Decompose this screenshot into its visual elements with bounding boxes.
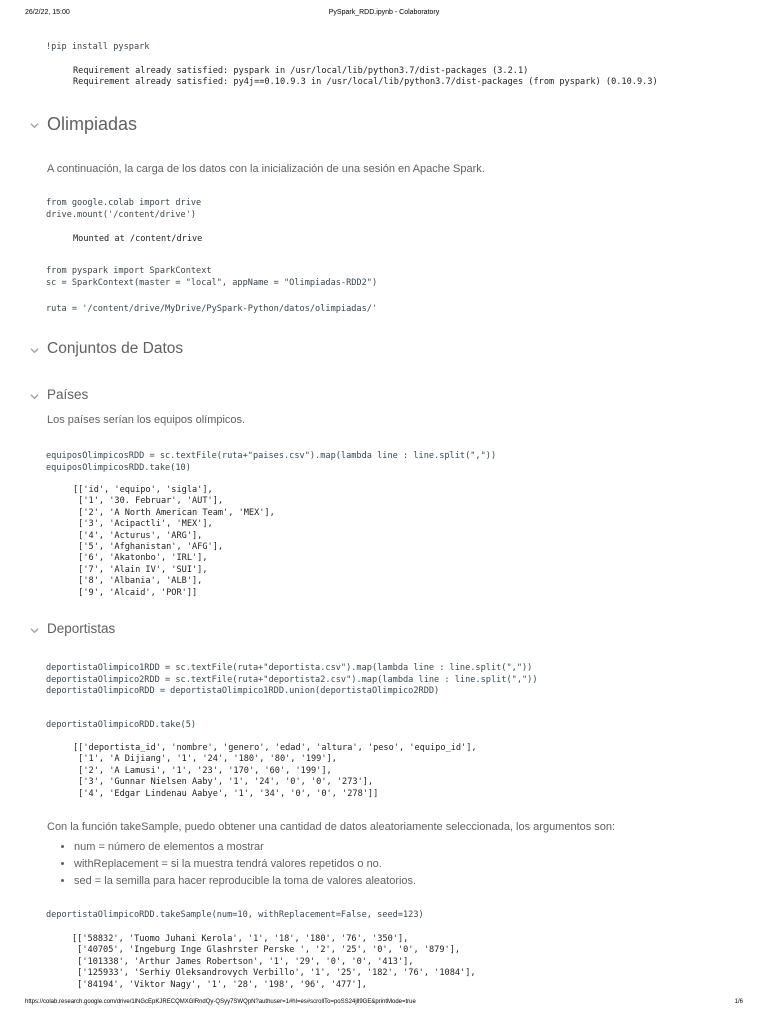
code-cell-take5[interactable]: deportistaOlimpicoRDD.take(5) — [46, 720, 197, 730]
print-header — [25, 9, 743, 21]
print-url: https://colab.research.google.com/drive/1lNGcEpKJRECQMXGlRndQy-QSyy7SWQpN?authuser=1#hl=es#scrollTo=poSS24jll9GE&printMode=true — [25, 999, 416, 1005]
text-olimpiadas-intro: A continuación, la carga de los datos con la inicialización de una sesión en Apache Spark. — [47, 163, 485, 175]
print-page-number: 1/6 — [734, 999, 743, 1005]
collapse-chevron-icon[interactable] — [30, 121, 39, 130]
heading-deportistas: Deportistas — [47, 621, 116, 636]
print-datetime: 26/2/22, 15:00 — [25, 9, 70, 16]
output-take5: [['deportista_id', 'nombre', 'genero', 'edad', 'altura', 'peso', 'equipo_id'], ['1', 'A Dijiang', '1', '24', '180', '80', '199'], ['2', 'A Lamusi', '1', '23', '170', '60', '199'], ['3', 'Gunnar Nielsen Aaby', '1', '24', '0', '0', '273'], ['4', 'Edgar Lindenau Aabye', '1', '34', '0', '0', '278']] — [73, 743, 477, 799]
collapse-chevron-icon[interactable] — [30, 346, 39, 355]
heading-olimpiadas: Olimpiadas — [47, 114, 138, 134]
code-cell-paises[interactable]: equiposOlimpicosRDD = sc.textFile(ruta+"paises.csv").map(lambda line : line.split(",")) equiposOlimpicosRDD.take(10) — [46, 451, 497, 473]
takesample-args-list — [47, 839, 416, 890]
output-pip: Requirement already satisfied: pyspark in /usr/local/lib/python3.7/dist-packages (3.2.1) Requirement already satisfied: py4j==0.10.9.3 in /usr/local/lib/python3.7/dist-packages (from pyspark) (0.10.9.3) — [73, 66, 658, 88]
output-paises: [['id', 'equipo', 'sigla'], ['1', '30. Februar', 'AUT'], ['2', 'A North American Team', 'MEX'], ['3', 'Acipactli', 'MEX'], ['4', 'Acturus', 'ARG'], ['5', 'Afghanistan', 'AFG'], ['6', 'Akatonbo', 'IRL'], ['7', 'Alain IV', 'SUI'], ['8', 'Albania', 'ALB'], ['9', 'Alcaid', 'POR']] — [73, 485, 275, 598]
list-item: • sed = la semilla para hacer reproducible la toma de valores aleatorios. — [74, 873, 416, 890]
code-cell-takesample[interactable]: deportistaOlimpicoRDD.takeSample(num=10, withReplacement=False, seed=123) — [46, 910, 424, 920]
code-cell-deportistas[interactable]: deportistaOlimpico1RDD = sc.textFile(ruta+"deportista.csv").map(lambda line : line.split(",")) deportistaOlimpico2RDD = sc.textFile(ruta+"deportista2.csv").map(lambda line : line.split(",")) deportistaOlimpicoRDD = deportistaOlimpico1RDD.union(deportistaOlimpico2RDD) — [46, 663, 538, 696]
code-cell-drive[interactable]: from google.colab import drive drive.mount('/content/drive') — [46, 198, 202, 220]
code-cell-pip[interactable]: !pip install pyspark — [46, 42, 150, 52]
list-item: • withReplacement = si la muestra tendrá valores repetidos o no. — [74, 856, 416, 873]
heading-paises: Países — [47, 387, 89, 402]
output-takesample: [['58832', 'Tuomo Juhani Kerola', '1', '18', '180', '76', '350'], ['40705', 'Ingeburg Inge Glashrster Perske ', '2', '25', '0', '0', '879'], ['101338', 'Arthur James Robertson', '1', '29', '0', '0', '413'], ['125933', 'Serhiy Oleksandrovych Verbillo', '1', '25', '182', '76', '1084'], ['84194', 'Viktor Nagy', '1', '28', '198', '96', '477'], — [72, 934, 476, 990]
text-takesample: Con la función takeSample, puedo obtener una cantidad de datos aleatoriamente seleccionada, los argumentos son: — [47, 821, 616, 833]
text-paises: Los países serían los equipos olímpicos. — [47, 414, 246, 426]
code-cell-ruta[interactable]: ruta = '/content/drive/MyDrive/PySpark-Python/datos/olimpiadas/' — [46, 304, 378, 314]
code-cell-spark[interactable]: from pyspark import SparkContext sc = SparkContext(master = "local", appName = "Olimpiadas-RDD2") — [46, 266, 378, 288]
heading-conjuntos: Conjuntos de Datos — [47, 340, 184, 357]
collapse-chevron-icon[interactable] — [30, 626, 39, 635]
print-footer — [25, 999, 743, 1011]
list-item: • num = número de elementos a mostrar — [74, 839, 416, 856]
collapse-chevron-icon[interactable] — [30, 392, 39, 401]
print-title: PySpark_RDD.ipynb - Colaboratory — [328, 9, 440, 16]
output-drive: Mounted at /content/drive — [73, 234, 203, 244]
